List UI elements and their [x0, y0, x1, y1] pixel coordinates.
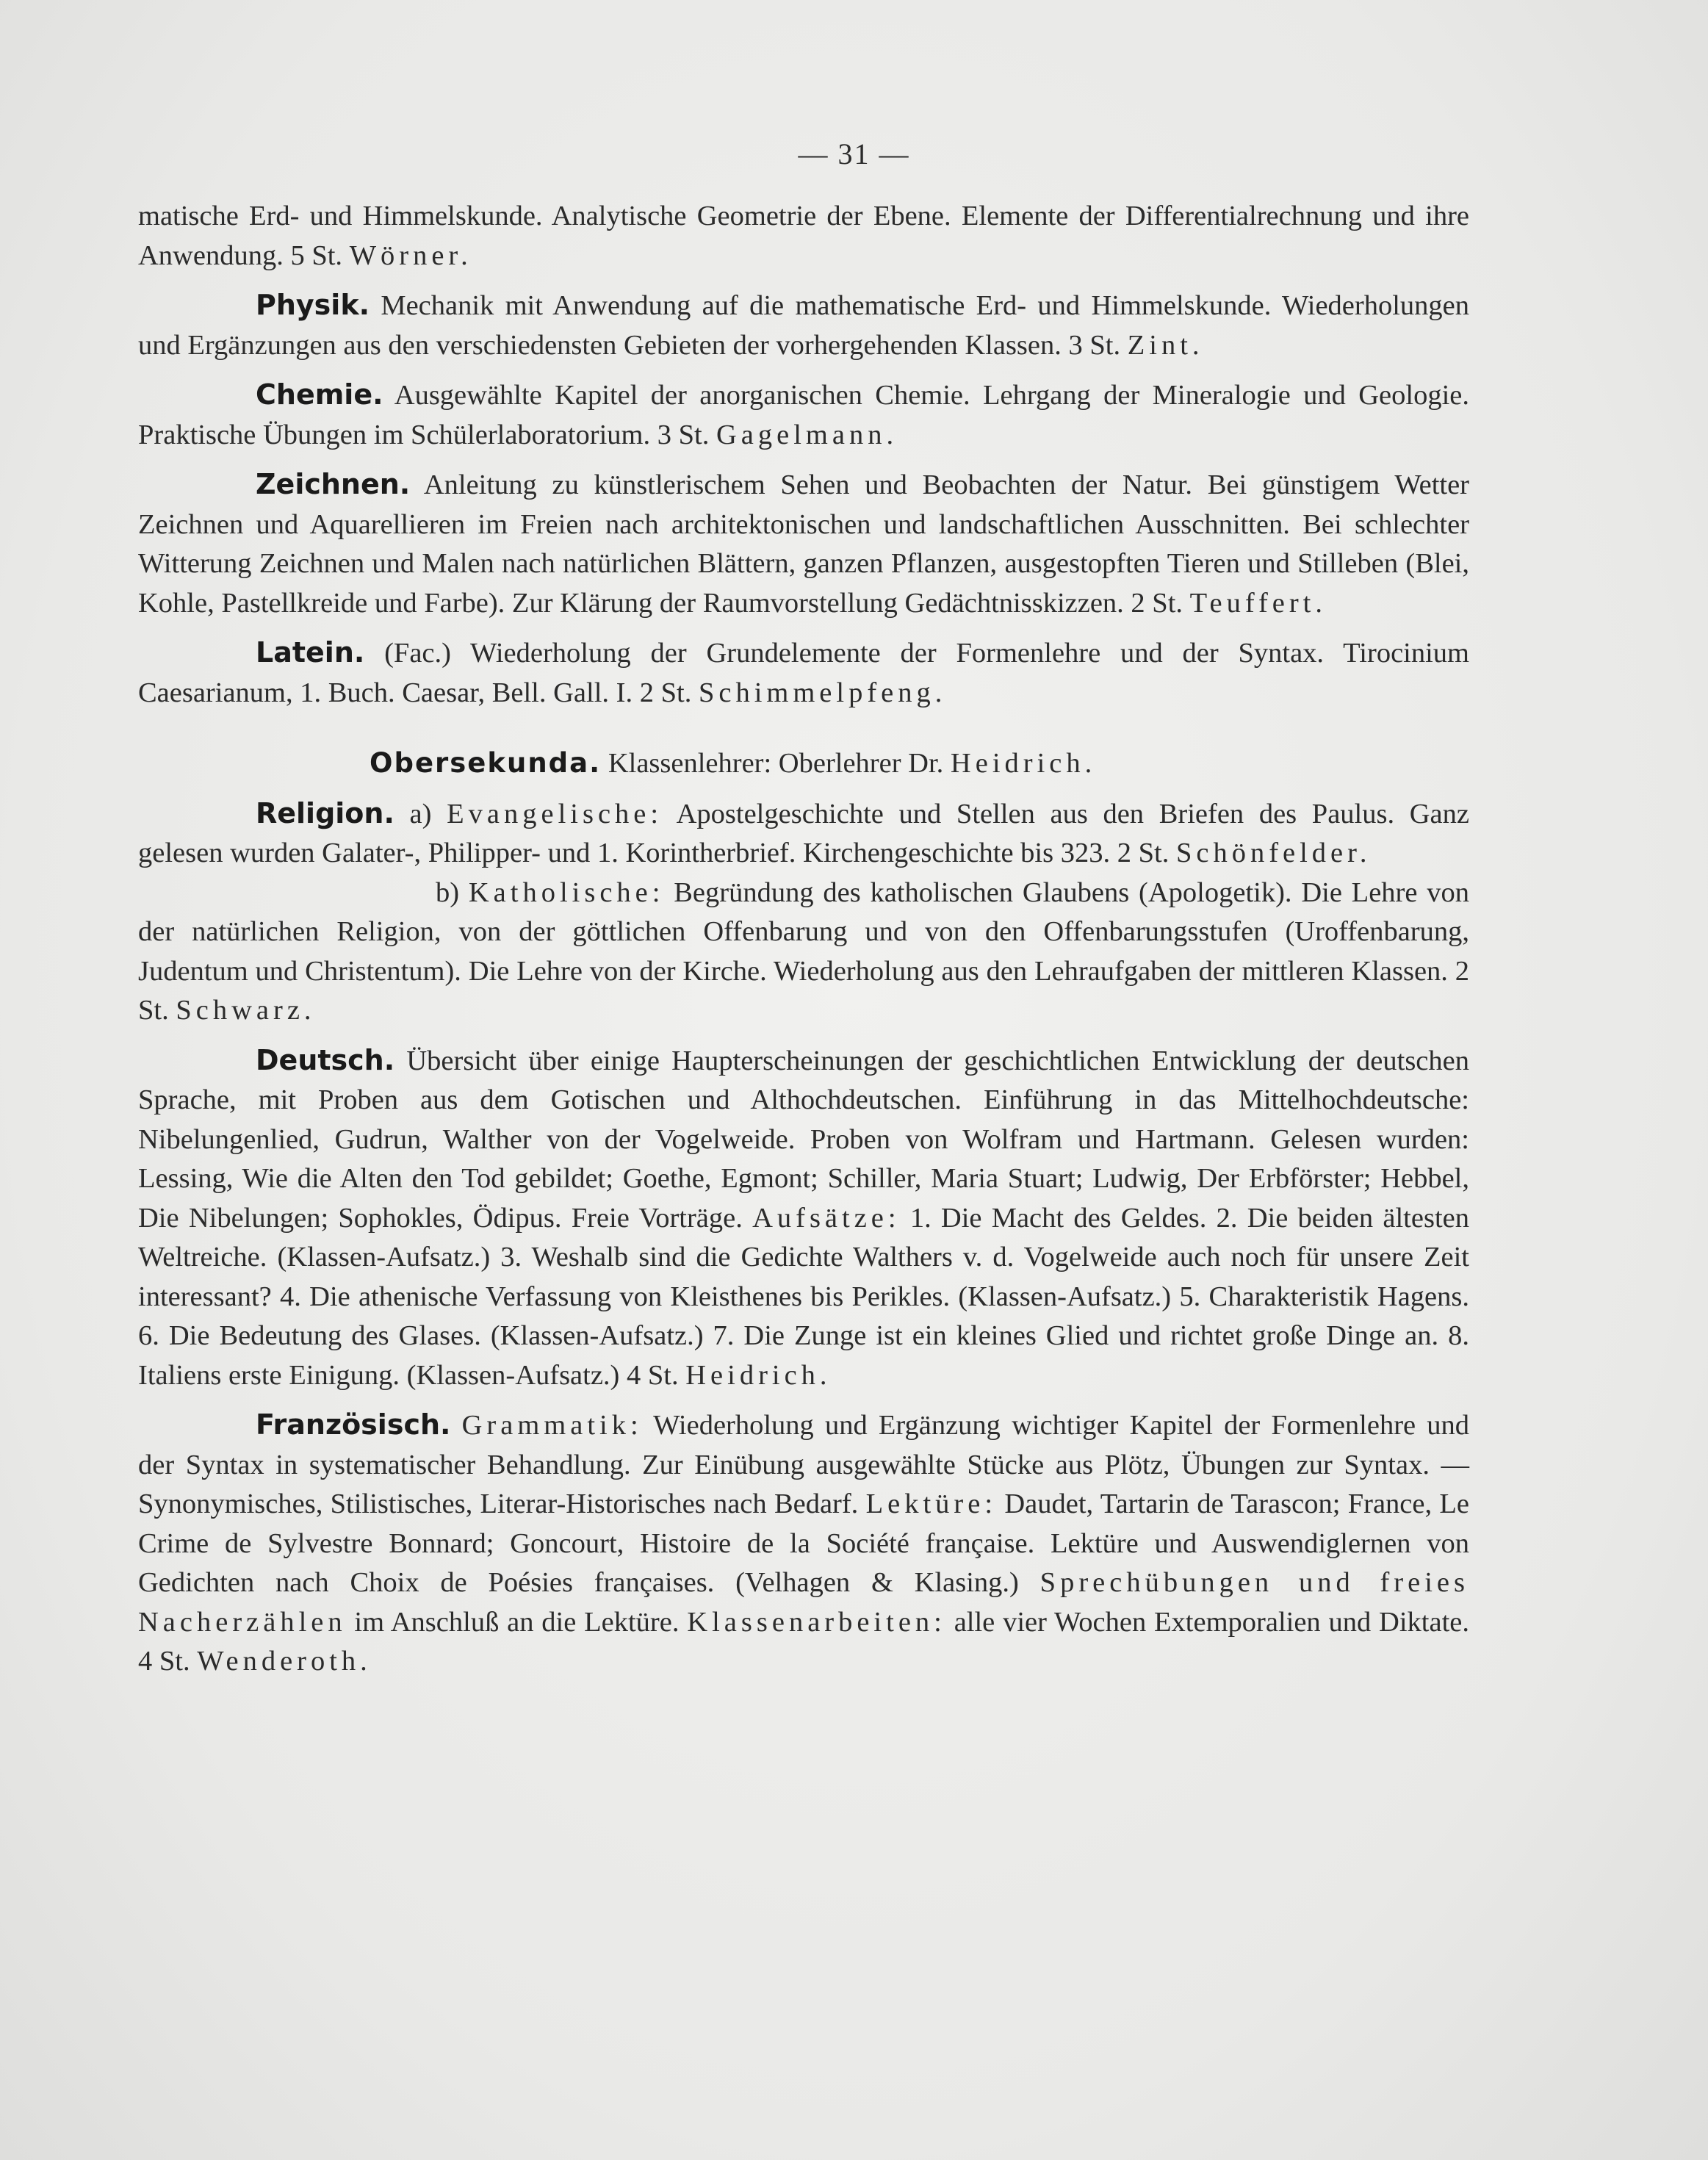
class-section-heading — [138, 744, 1469, 784]
paragraph-zeichnen — [138, 465, 1469, 623]
teacher-name: Wörner. — [349, 240, 472, 271]
denomination-label: Katholische: — [468, 876, 665, 908]
paragraph-text: Anleitung zu künstlerischem Sehen und Beobachten der Natur. Bei günstigem Wetter Zeichnen und Aquarellieren im Freien nach architektonischen und landschaftlichen Ausschnitten. Bei schlechter Witterung Zeichnen und Malen nach natürlichen Blättern, ganzen Pflanzen, ausgestopften Tieren und Stilleben (Blei, Kohle, Pastellkreide und Farbe). Zur Klärung der Raumvorstellung Gedächtnisskizzen. 2 St. — [138, 469, 1469, 619]
reading-label: Lektüre: — [865, 1488, 998, 1519]
essay-label: Aufsätze: — [752, 1202, 901, 1234]
paragraph-text: Apostelgeschichte und Stellen aus den Briefen des Paulus. Ganz gelesen wurden Galater-, Philipper- und 1. Korintherbrief. Kirchengeschichte bis 323. 2 St. — [138, 798, 1469, 868]
class-leader-name: Heidrich. — [950, 748, 1097, 779]
paragraph-latein — [138, 633, 1469, 713]
subject-heading: Zeichnen. — [256, 468, 411, 500]
paragraph-mathematik-continued — [138, 197, 1469, 276]
teacher-name: Schimmelpfeng. — [698, 677, 947, 708]
teacher-name: Wenderoth. — [197, 1646, 372, 1677]
teacher-name: Heidrich. — [685, 1359, 832, 1391]
subject-heading: Chemie. — [256, 378, 383, 411]
subject-heading: Physik. — [256, 289, 370, 321]
teacher-name: Schönfelder. — [1175, 838, 1372, 868]
subject-heading: Latein. — [256, 636, 365, 669]
teacher-name: Teuffert. — [1189, 587, 1327, 619]
class-title: Obersekunda. — [370, 747, 602, 779]
class-leader-label: Klassenlehrer: Oberlehrer Dr. — [601, 748, 951, 779]
paragraph-text: Ausgewählte Kapitel der anorganischen Chemie. Lehrgang der Mineralogie und Geologie. Praktische Übungen im Schülerlaboratorium. 3 St. — [138, 380, 1469, 450]
paragraph-text: 1. Die Macht des Geldes. 2. Die beiden ältesten Weltreiche. (Klassen-Aufsatz.) 3. Weshalb sind die Gedichte Walthers v. d. Vogelweide auch noch für unsere Zeit interessant? 4. Die athenische Verfassung von Kleisthenes bis Perikles. (Klassen-Aufsatz.) 5. Charakteristik Hagens. 6. Die Bedeutung des Glases. (Klassen-Aufsatz.) 7. Die Zunge ist ein kleines Glied und richtet große Dinge an. 8. Italiens erste Einigung. (Klassen-Aufsatz.) 4 St. — [138, 1202, 1469, 1391]
paragraph-text: Daudet, Tartarin de Tarascon; France, Le Crime de Sylvestre Bonnard; Goncourt, Histoire de la Société française. Lektüre und Auswendiglernen von Gedichten nach Choix de Poésies françaises. (Velhagen & Klasing.) — [138, 1488, 1470, 1598]
paragraph-deutsch — [138, 1041, 1469, 1396]
paragraph-prefix: b) — [436, 876, 469, 908]
teacher-name: Gagelmann. — [716, 419, 898, 450]
speaking-label: Sprechübungen und freies Nacherzählen — [138, 1567, 1469, 1638]
subject-heading: Französisch. — [256, 1408, 451, 1441]
paragraph-text: Mechanik mit Anwendung auf die mathematische Erd- und Himmelskunde. Wiederholungen und Ergänzungen aus den verschiedensten Gebieten der vorhergehenden Klassen. 3 St. — [138, 290, 1469, 361]
paragraph-text: alle vier Wochen Extemporalien und Diktate. 4 St. — [138, 1606, 1469, 1677]
paragraph-text: Wiederholung und Ergänzung wichtiger Kapitel der Formenlehre und der Syntax in systematischer Behandlung. Zur Einübung ausgewählte Stücke aus Plötz, Übungen zur Syntax. — Synonymisches, Stilistisches, Literar-Historisches nach Bedarf. — [138, 1410, 1470, 1519]
classwork-label: Klassenarbeiten: — [687, 1606, 946, 1638]
denomination-label: Evangelische: — [447, 798, 663, 829]
paragraph-text: Begründung des katholischen Glaubens (Apologetik). Die Lehre von der natürlichen Religion, von der göttlichen Offenbarung und von den Offenbarungsstufen (Uroffenbarung, Judentum und Christentum). Die Lehre von der Kirche. Wiederholung aus den Lehraufgaben der mittleren Klassen. 2 St. — [138, 876, 1469, 1026]
paragraph-physik — [138, 286, 1469, 365]
paragraph-religion-evangelisch — [138, 794, 1469, 874]
grammar-label: Grammatik: — [461, 1410, 643, 1441]
paragraph-religion-katholisch — [138, 874, 1469, 1031]
paragraph-prefix: a) — [394, 798, 447, 829]
page-number: — 31 — — [798, 137, 910, 170]
paragraph-text: Übersicht über einige Haupterscheinungen der geschichtlichen Entwicklung der deutschen Sprache, mit Proben aus dem Gotischen und Althochdeutschen. Einführung in das Mittelhochdeutsche: Nibelungenlied, Gudrun, Walther von der Vogelweide. Proben von Wolfram und Hartmann. Gelesen wurden: Lessing, Wie die Alten den Tod gebildet; Goethe, Egmont; Schiller, Maria Stuart; Ludwig, Der Erbförster; Hebbel, Die Nibelungen; Sophokles, Ödipus. Freie Vorträge. — [138, 1045, 1469, 1234]
teacher-name: Zint. — [1127, 329, 1204, 361]
paragraph-text: matische Erd- und Himmelskunde. Analytische Geometrie der Ebene. Elemente der Differentialrechnung und ihre Anwendung. 5 St. — [138, 201, 1469, 271]
paragraph-franzoesisch — [138, 1405, 1469, 1682]
paragraph-chemie — [138, 375, 1469, 455]
teacher-name: Schwarz. — [176, 995, 316, 1026]
subject-heading: Religion. — [256, 796, 394, 829]
paragraph-text: im Anschluß an die Lektüre. — [346, 1606, 688, 1638]
document-body — [138, 197, 1469, 1682]
subject-heading: Deutsch. — [256, 1043, 395, 1076]
paragraph-text: (Fac.) Wiederholung der Grundelemente der Formenlehre und der Syntax. Tirocinium Caesarianum, 1. Buch. Caesar, Bell. Gall. I. 2 St. — [138, 638, 1469, 708]
